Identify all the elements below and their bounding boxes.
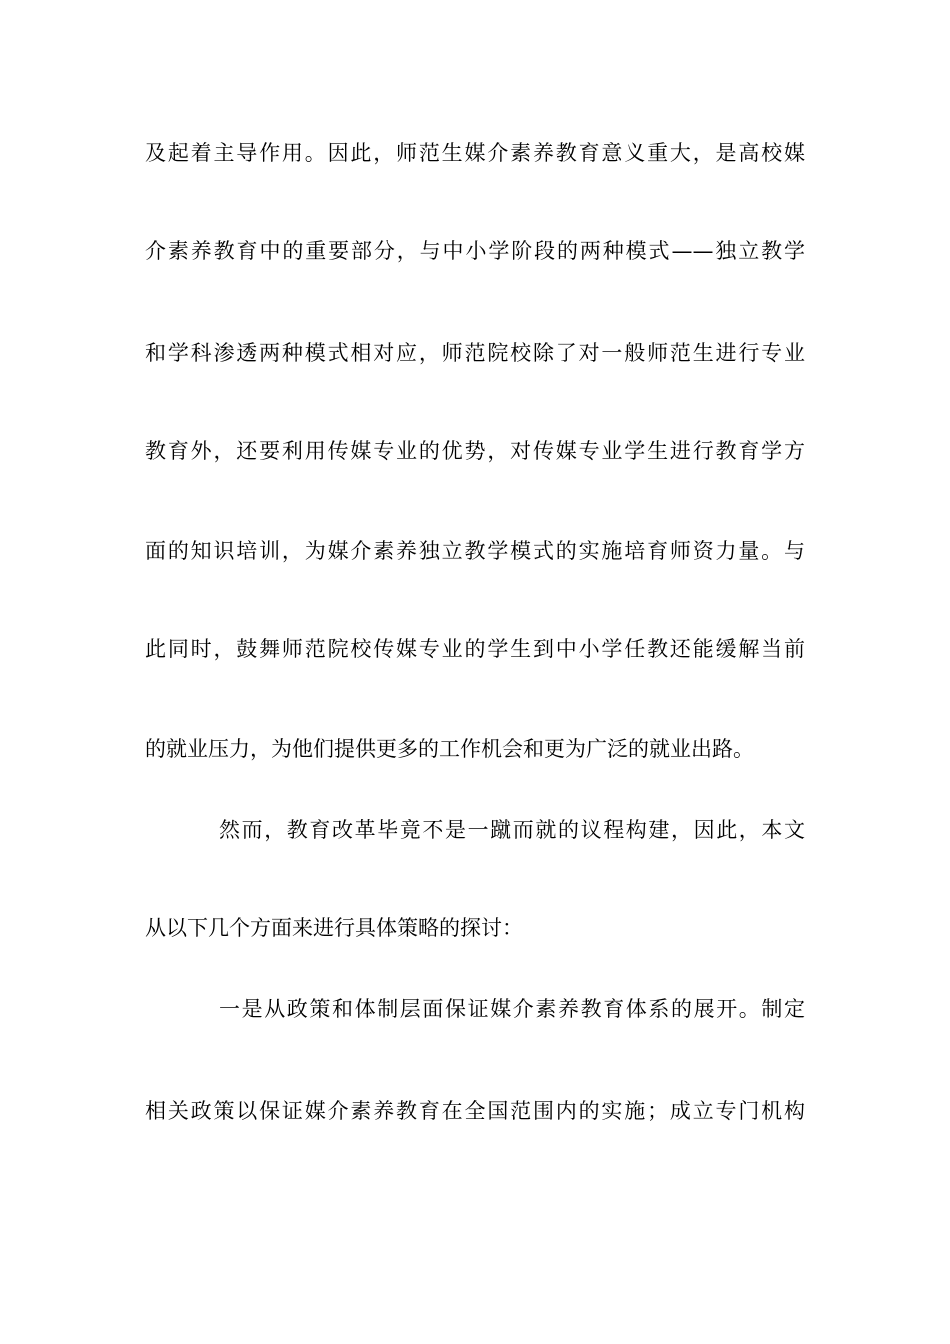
text-line-2: 介素养教育中的重要部分，与中小学阶段的两种模式——独立教学 bbox=[145, 239, 805, 263]
text-line-10: 一是从政策和体制层面保证媒介素养教育体系的展开。制定 bbox=[219, 997, 805, 1021]
text-line-8: 然而，教育改革毕竟不是一蹴而就的议程构建，因此，本文 bbox=[219, 818, 805, 842]
text-line-3: 和学科渗透两种模式相对应，师范院校除了对一般师范生进行专业 bbox=[145, 341, 805, 365]
text-line-11: 相关政策以保证媒介素养教育在全国范围内的实施；成立专门机构 bbox=[145, 1099, 805, 1123]
text-line-4: 教育外，还要利用传媒专业的优势，对传媒专业学生进行教育学方 bbox=[145, 439, 805, 463]
text-line-5: 面的知识培训，为媒介素养独立教学模式的实施培育师资力量。与 bbox=[145, 539, 805, 563]
text-line-6: 此同时，鼓舞师范院校传媒专业的学生到中小学任教还能缓解当前 bbox=[145, 637, 805, 661]
text-line-9: 从以下几个方面来进行具体策略的探讨： bbox=[145, 916, 523, 940]
text-line-7: 的就业压力，为他们提供更多的工作机会和更为广泛的就业出路。 bbox=[145, 737, 754, 761]
text-line-1: 及起着主导作用。因此，师范生媒介素养教育意义重大，是高校媒 bbox=[145, 141, 805, 165]
